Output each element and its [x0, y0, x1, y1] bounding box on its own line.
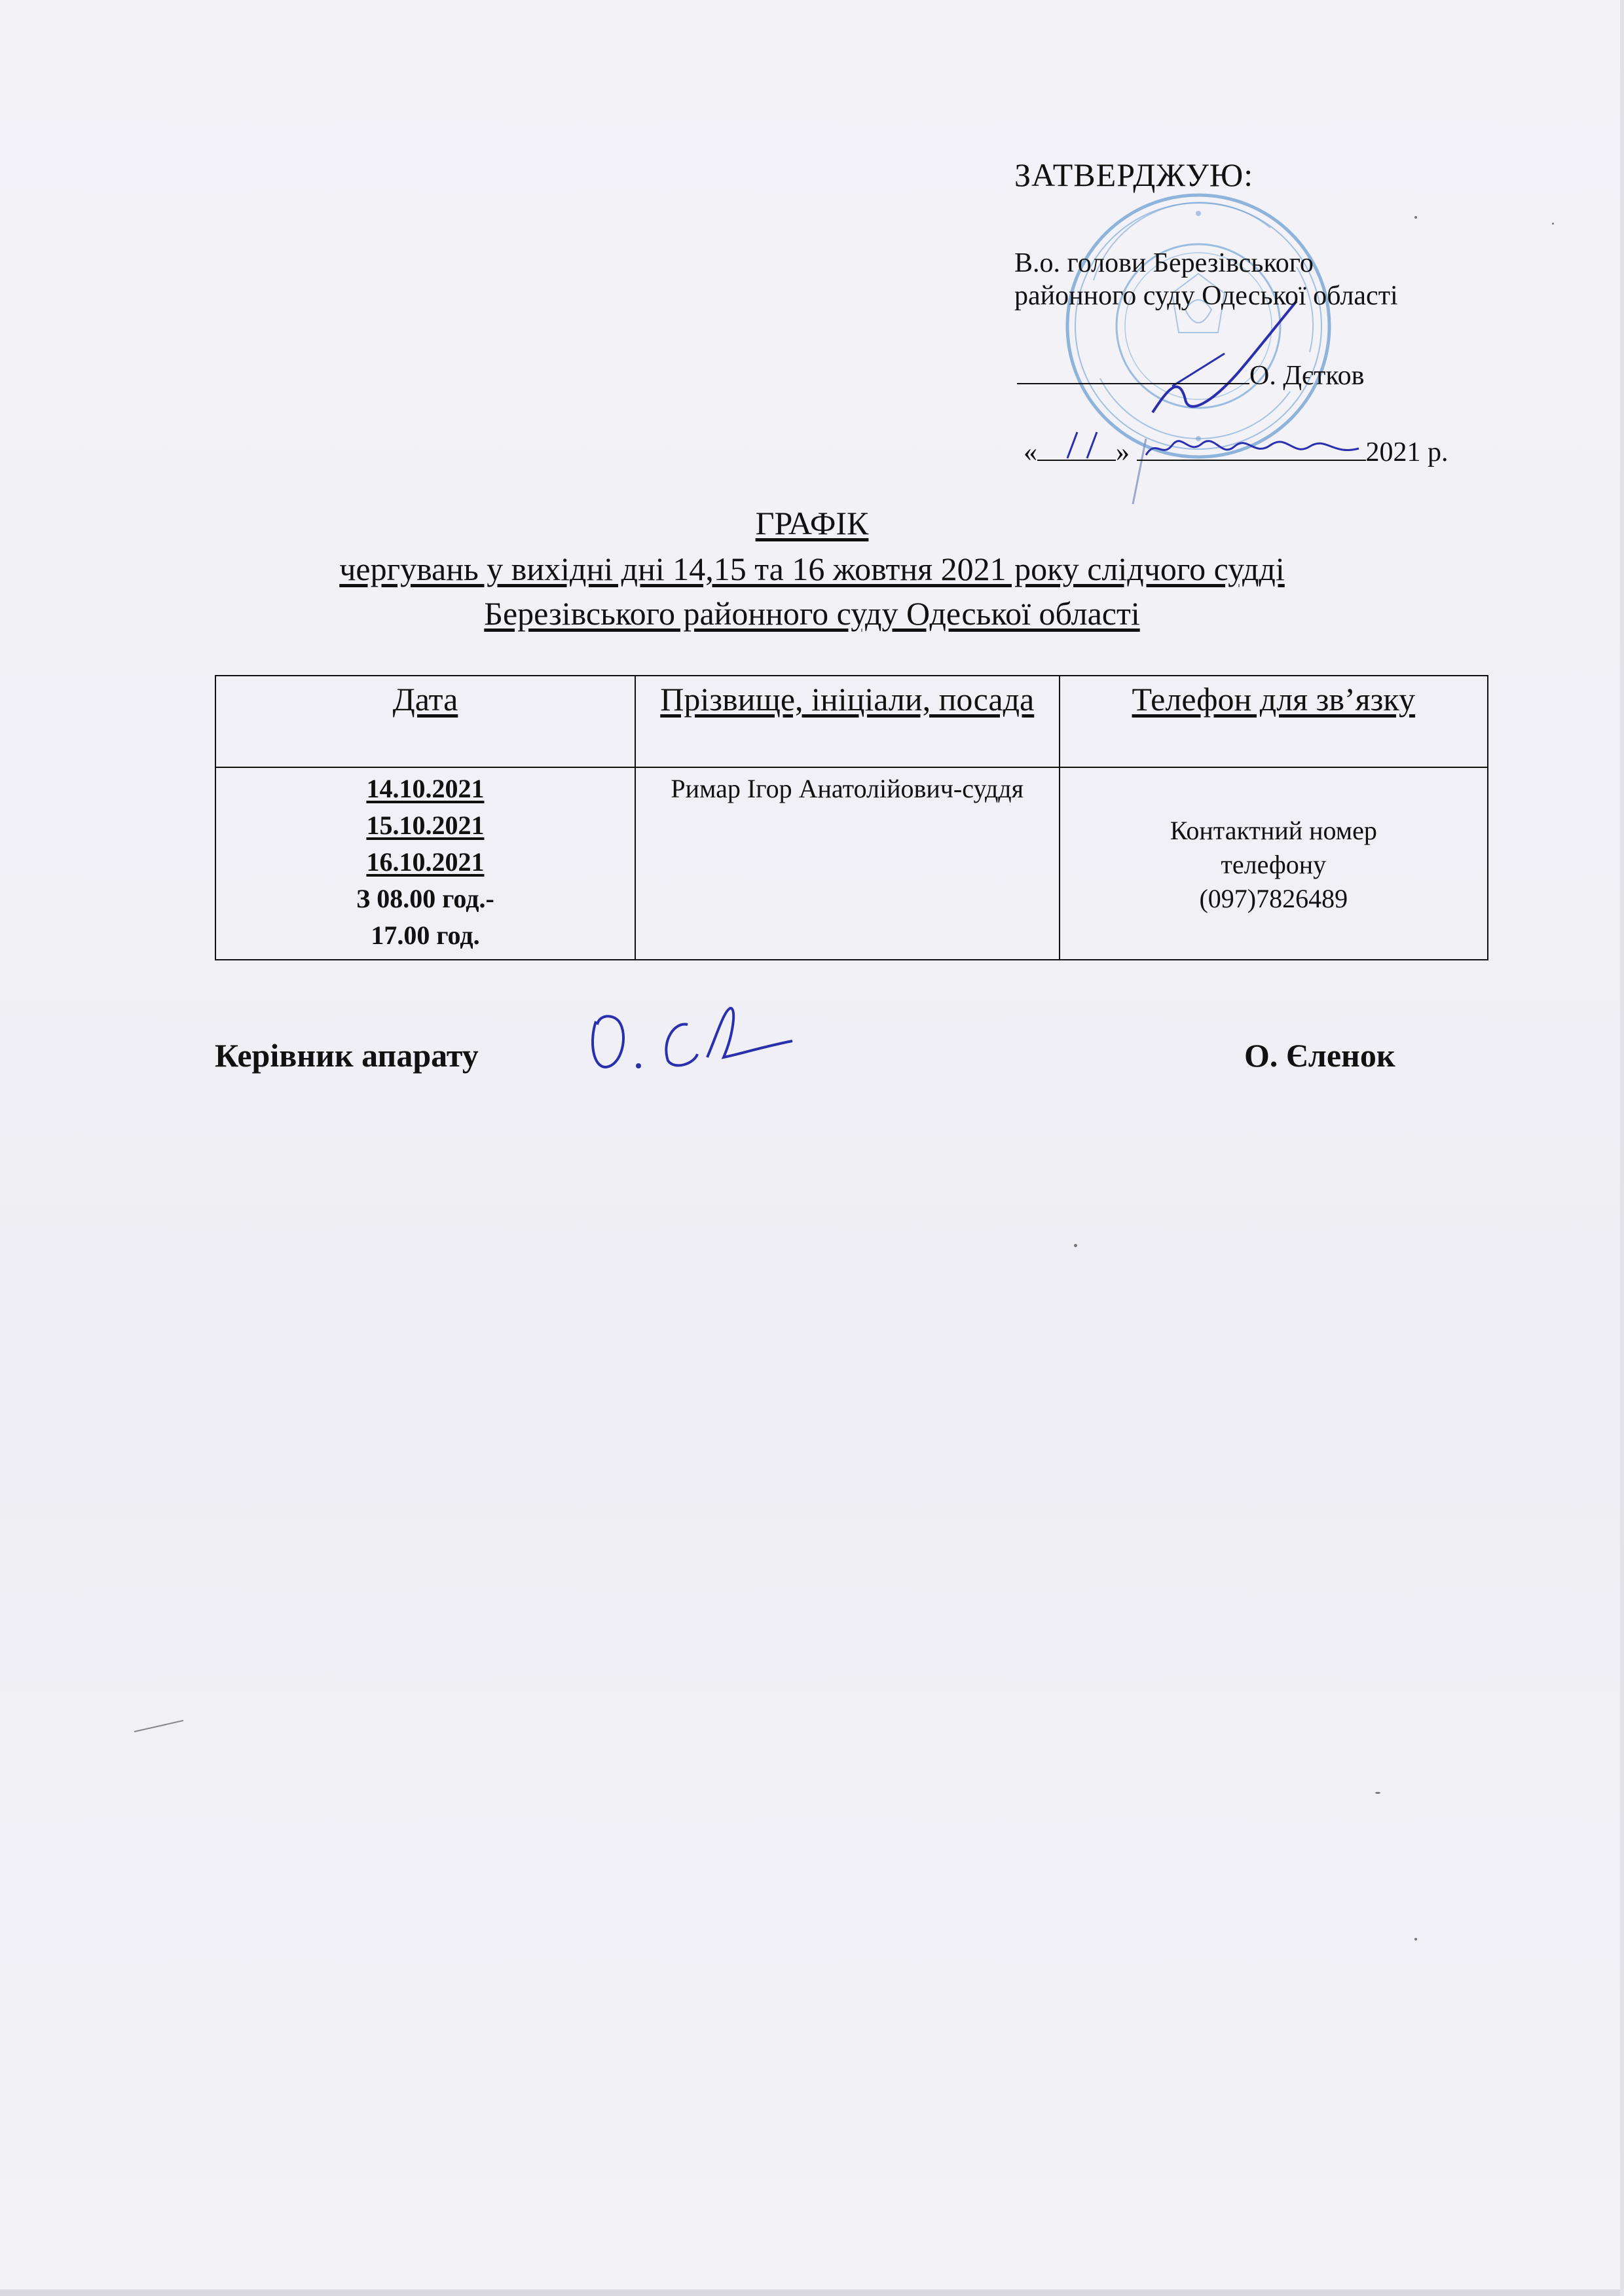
scan-streak — [131, 1715, 190, 1735]
document-title: ГРАФІК — [755, 505, 869, 541]
duty-date-3: 16.10.2021 — [366, 847, 485, 877]
duty-person: Римар Ігор Анатолійович-суддя — [671, 774, 1024, 803]
duty-schedule-table — [215, 675, 1488, 960]
approver-name: О. Дєтков — [1249, 361, 1365, 391]
approver-position-line2: районного суду Одеської області — [1014, 281, 1398, 311]
header-phone: Телефон для зв’язку — [1060, 676, 1488, 767]
approval-heading: ЗАТВЕРДЖУЮ: — [1014, 156, 1254, 193]
duty-time-start: З 08.00 год.- — [356, 884, 494, 913]
duty-time-end: 17.00 год. — [371, 920, 480, 950]
date-close-quote: » — [1116, 437, 1130, 467]
handwritten-date-day — [1058, 426, 1116, 465]
person-cell — [635, 767, 1060, 960]
page-edge-right — [1620, 0, 1624, 2296]
phone-label-line2: телефону — [1221, 850, 1327, 879]
header-name-position: Прізвище, ініціали, посада — [635, 676, 1060, 767]
table-header-row — [215, 676, 1488, 767]
phone-cell — [1060, 767, 1488, 960]
page-edge-bottom — [0, 2289, 1624, 2296]
approver-position-line1: В.о. голови Березівського — [1014, 248, 1314, 278]
footer-signature — [583, 995, 805, 1080]
table-row — [215, 767, 1488, 960]
duty-date-2: 15.10.2021 — [366, 811, 485, 840]
scan-speck — [1414, 1938, 1417, 1941]
phone-number: (097)7826489 — [1199, 884, 1348, 913]
scan-speck — [1074, 1244, 1077, 1247]
date-year: 2021 р. — [1365, 437, 1449, 467]
approval-signature-row — [1017, 357, 1364, 392]
date-cell — [215, 767, 635, 960]
date-open-quote: « — [1024, 437, 1037, 467]
header-date: Дата — [215, 676, 635, 767]
phone-label-line1: Контактний номер — [1170, 816, 1377, 845]
footer-signer-name: О. Єленок — [1244, 1037, 1395, 1074]
duty-date-1: 14.10.2021 — [366, 774, 485, 803]
document-subtitle-line2: Березівського районного суду Одеської області — [484, 595, 1140, 632]
signature-blank-line — [1017, 357, 1249, 384]
scan-speck — [1414, 216, 1417, 219]
scan-speck — [1375, 1792, 1380, 1794]
document-subtitle-line1: чергувань у вихідні дні 14,15 та 16 жовтня 2021 року слідчого судді — [339, 551, 1285, 587]
handwritten-date-month — [1143, 432, 1365, 465]
footer-position-label: Керівник апарату — [215, 1037, 479, 1074]
scan-speck — [1552, 223, 1554, 225]
